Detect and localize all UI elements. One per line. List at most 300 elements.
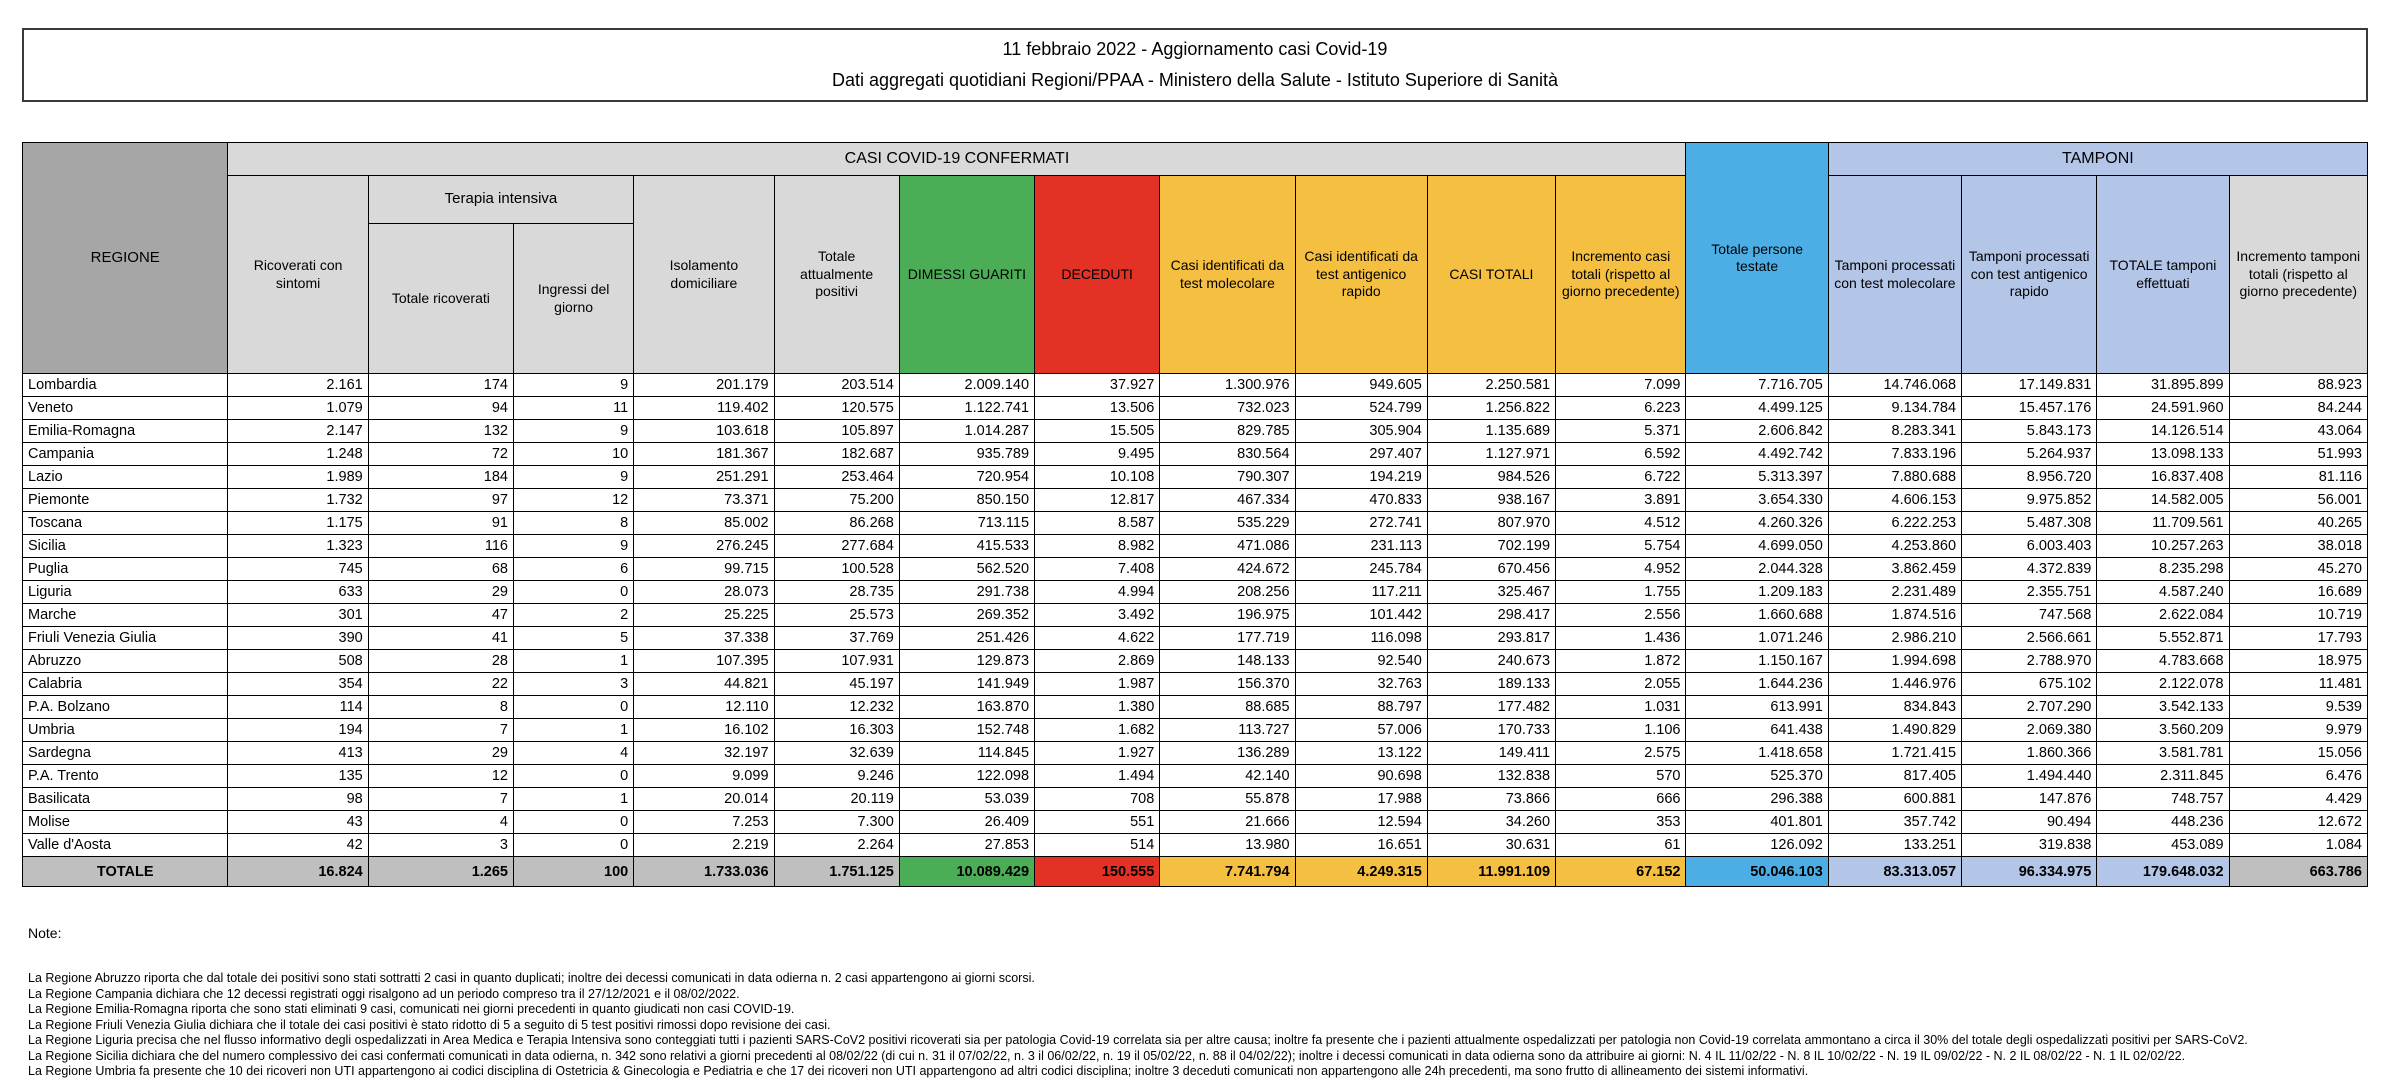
value-cell: 116.098 <box>1295 627 1427 650</box>
value-cell: 720.954 <box>899 466 1034 489</box>
value-cell: 251.426 <box>899 627 1034 650</box>
value-cell: 1.084 <box>2229 834 2367 857</box>
value-cell: 11.709.561 <box>2097 512 2229 535</box>
value-cell: 633 <box>228 581 368 604</box>
value-cell: 196.975 <box>1160 604 1295 627</box>
value-cell: 2.161 <box>228 374 368 397</box>
value-cell: 1.122.741 <box>899 397 1034 420</box>
total-value-cell: 83.313.057 <box>1828 857 1961 887</box>
value-cell: 850.150 <box>899 489 1034 512</box>
col-header-totale-tamponi: TOTALE tamponi effettuati <box>2097 176 2229 374</box>
value-cell: 357.742 <box>1828 811 1961 834</box>
value-cell: 4.699.050 <box>1686 535 1828 558</box>
value-cell: 32.639 <box>774 742 899 765</box>
value-cell: 10.719 <box>2229 604 2367 627</box>
note-line: La Regione Friuli Venezia Giulia dichiara che il totale dei casi positivi è stato ridotto di 5 a seguito di 5 test positivi rimossi dopo revisione dei casi. <box>28 1017 831 1032</box>
value-cell: 1.490.829 <box>1828 719 1961 742</box>
value-cell: 1.256.822 <box>1427 397 1555 420</box>
value-cell: 9 <box>514 466 634 489</box>
value-cell: 2.055 <box>1556 673 1686 696</box>
value-cell: 149.411 <box>1427 742 1555 765</box>
value-cell: 10.108 <box>1035 466 1160 489</box>
value-cell: 9.979 <box>2229 719 2367 742</box>
table-row <box>23 742 2368 765</box>
value-cell: 1.987 <box>1035 673 1160 696</box>
table-row <box>23 834 2368 857</box>
value-cell: 92.540 <box>1295 650 1427 673</box>
value-cell: 122.098 <box>899 765 1034 788</box>
report-title <box>22 28 2368 102</box>
value-cell: 9.975.852 <box>1962 489 2097 512</box>
value-cell: 1 <box>514 788 634 811</box>
value-cell: 30.631 <box>1427 834 1555 857</box>
table-row <box>23 581 2368 604</box>
report-title-line1: 11 febbraio 2022 - Aggiornamento casi Covid-19 <box>1002 39 1388 60</box>
value-cell: 73.371 <box>634 489 774 512</box>
value-cell: 251.291 <box>634 466 774 489</box>
value-cell: 7 <box>368 719 513 742</box>
value-cell: 641.438 <box>1686 719 1828 742</box>
table-row <box>23 788 2368 811</box>
value-cell: 949.605 <box>1295 374 1427 397</box>
value-cell: 2.788.970 <box>1962 650 2097 673</box>
value-cell: 81.116 <box>2229 466 2367 489</box>
note-line: La Regione Campania dichiara che 12 decessi registrati oggi risalgono ad un periodo compreso tra il 27/12/2021 e il 08/02/2022. <box>28 986 740 1001</box>
report-title-line2: Dati aggregati quotidiani Regioni/PPAA - Ministero della Salute - Istituto Superiore di Sanità <box>831 69 1559 90</box>
value-cell: 2.622.084 <box>2097 604 2229 627</box>
value-cell: 26.409 <box>899 811 1034 834</box>
value-cell: 14.582.005 <box>2097 489 2229 512</box>
value-cell: 1.436 <box>1556 627 1686 650</box>
value-cell: 1.323 <box>228 535 368 558</box>
value-cell: 12 <box>368 765 513 788</box>
value-cell: 8 <box>368 696 513 719</box>
col-header-totale-attualmente-positivi: Totale attualmente positivi <box>774 176 899 374</box>
value-cell: 25.573 <box>774 604 899 627</box>
value-cell: 4.994 <box>1035 581 1160 604</box>
value-cell: 182.687 <box>774 443 899 466</box>
value-cell: 353 <box>1556 811 1686 834</box>
value-cell: 126.092 <box>1686 834 1828 857</box>
value-cell: 51.993 <box>2229 443 2367 466</box>
value-cell: 4.429 <box>2229 788 2367 811</box>
table-row <box>23 443 2368 466</box>
value-cell: 11 <box>514 397 634 420</box>
value-cell: 129.873 <box>899 650 1034 673</box>
value-cell: 269.352 <box>899 604 1034 627</box>
value-cell: 4.512 <box>1556 512 1686 535</box>
value-cell: 53.039 <box>899 788 1034 811</box>
value-cell: 90.494 <box>1962 811 2097 834</box>
region-name-cell: P.A. Trento <box>23 765 228 788</box>
value-cell: 72 <box>368 443 513 466</box>
value-cell: 17.149.831 <box>1962 374 2097 397</box>
note-line: La Regione Sicilia dichiara che del numero complessivo dei casi confermati comunicati in data odierna, n. 342 sono relativi a giorni precedenti al 08/02/22 (di cui n. 31 il 07/02/22, n. 3 il 06/02/22, n. 19 il 05/02/22, n. 88 il 04/02/22); inoltre i decessi comunicati in data odierna sono da attribuire ai giorni: N. 4 IL 11/02/22 - N. 8 IL 10/02/22 - N. 19 IL 09/02/22 - N. 2 IL 08/02/22 - N. 1 IL 02/02/22. <box>28 1048 2186 1063</box>
value-cell: 32.763 <box>1295 673 1427 696</box>
value-cell: 5.313.397 <box>1686 466 1828 489</box>
value-cell: 453.089 <box>2097 834 2229 857</box>
value-cell: 1.071.246 <box>1686 627 1828 650</box>
value-cell: 7.880.688 <box>1828 466 1961 489</box>
value-cell: 3.654.330 <box>1686 489 1828 512</box>
value-cell: 4 <box>368 811 513 834</box>
value-cell: 1.418.658 <box>1686 742 1828 765</box>
col-header-deceduti: DECEDUTI <box>1035 176 1160 374</box>
value-cell: 525.370 <box>1686 765 1828 788</box>
note-line: La Regione Liguria precisa che nel flusso informativo degli ospedalizzati in Area Medica e Terapia Intensiva sono conteggiati tutti i pazienti SARS-CoV2 positivi ricoverati sia per patologia Covid-19 correlata sia per altre causa; inoltre fa presente che i pazienti attualmente ospedalizzati per patologia non Covid-19 correlata ammontano a circa il 30% del totale degli ospedalizzati positivi per SARS-CoV2. <box>28 1033 2248 1047</box>
value-cell: 13.980 <box>1160 834 1295 857</box>
value-cell: 748.757 <box>2097 788 2229 811</box>
value-cell: 17.793 <box>2229 627 2367 650</box>
col-header-regione: REGIONE <box>23 143 228 374</box>
value-cell: 101.442 <box>1295 604 1427 627</box>
table-row <box>23 765 2368 788</box>
region-name-cell: Basilicata <box>23 788 228 811</box>
total-value-cell: 50.046.103 <box>1686 857 1828 887</box>
total-value-cell: 11.991.109 <box>1427 857 1555 887</box>
value-cell: 732.023 <box>1160 397 1295 420</box>
value-cell: 9.246 <box>774 765 899 788</box>
table-header <box>23 143 2368 374</box>
value-cell: 13.506 <box>1035 397 1160 420</box>
total-value-cell: 1.733.036 <box>634 857 774 887</box>
value-cell: 42 <box>228 834 368 857</box>
value-cell: 10.257.263 <box>2097 535 2229 558</box>
value-cell: 85.002 <box>634 512 774 535</box>
value-cell: 120.575 <box>774 397 899 420</box>
value-cell: 7.833.196 <box>1828 443 1961 466</box>
table-row <box>23 558 2368 581</box>
value-cell: 2.566.661 <box>1962 627 2097 650</box>
region-name-cell: Lombardia <box>23 374 228 397</box>
value-cell: 354 <box>228 673 368 696</box>
value-cell: 470.833 <box>1295 489 1427 512</box>
value-cell: 6.223 <box>1556 397 1686 420</box>
value-cell: 177.719 <box>1160 627 1295 650</box>
note-line: La Regione Umbria fa presente che 10 dei ricoveri non UTI appartengono ai codici disciplina di Ostetricia & Ginecologia e Pediatria e che 17 dei ricoveri non UTI appartengono ad altri codici disciplina; inoltre 3 deceduti comunicati non appartengono alle 24h precedenti, ma sono frutto di allineamento dei sistemi informativi. <box>28 1064 1809 1078</box>
value-cell: 0 <box>514 811 634 834</box>
col-header-casi-test-molecolare: Casi identificati da test molecolare <box>1160 176 1295 374</box>
notes-section <box>28 925 2368 1080</box>
band-header-casi-confermati: CASI COVID-19 CONFERMATI <box>228 143 1686 176</box>
value-cell: 325.467 <box>1427 581 1555 604</box>
value-cell: 1.300.976 <box>1160 374 1295 397</box>
table-row <box>23 719 2368 742</box>
value-cell: 189.133 <box>1427 673 1555 696</box>
value-cell: 9.539 <box>2229 696 2367 719</box>
value-cell: 9 <box>514 535 634 558</box>
value-cell: 47 <box>368 604 513 627</box>
value-cell: 4.372.839 <box>1962 558 2097 581</box>
value-cell: 713.115 <box>899 512 1034 535</box>
value-cell: 20.014 <box>634 788 774 811</box>
value-cell: 4.587.240 <box>2097 581 2229 604</box>
value-cell: 9.099 <box>634 765 774 788</box>
value-cell: 830.564 <box>1160 443 1295 466</box>
value-cell: 201.179 <box>634 374 774 397</box>
value-cell: 12.110 <box>634 696 774 719</box>
value-cell: 2.311.845 <box>2097 765 2229 788</box>
value-cell: 14.746.068 <box>1828 374 1961 397</box>
value-cell: 152.748 <box>899 719 1034 742</box>
value-cell: 4.253.860 <box>1828 535 1961 558</box>
value-cell: 16.303 <box>774 719 899 742</box>
value-cell: 2.231.489 <box>1828 581 1961 604</box>
value-cell: 28.073 <box>634 581 774 604</box>
value-cell: 5.487.308 <box>1962 512 2097 535</box>
value-cell: 747.568 <box>1962 604 2097 627</box>
value-cell: 3.581.781 <box>2097 742 2229 765</box>
value-cell: 834.843 <box>1828 696 1961 719</box>
value-cell: 114 <box>228 696 368 719</box>
value-cell: 4.952 <box>1556 558 1686 581</box>
value-cell: 103.618 <box>634 420 774 443</box>
value-cell: 7.099 <box>1556 374 1686 397</box>
region-name-cell: Molise <box>23 811 228 834</box>
value-cell: 2.009.140 <box>899 374 1034 397</box>
note-line: La Regione Abruzzo riporta che dal totale dei positivi sono stati sottratti 2 casi in quanto duplicati; inoltre dei decessi comunicati in data odierna n. 2 casi appartengono ai giorni scorsi. <box>28 971 1035 985</box>
table-row <box>23 604 2368 627</box>
value-cell: 57.006 <box>1295 719 1427 742</box>
value-cell: 562.520 <box>899 558 1034 581</box>
value-cell: 6.222.253 <box>1828 512 1961 535</box>
value-cell: 25.225 <box>634 604 774 627</box>
value-cell: 938.167 <box>1427 489 1555 512</box>
value-cell: 147.876 <box>1962 788 2097 811</box>
value-cell: 194 <box>228 719 368 742</box>
value-cell: 13.122 <box>1295 742 1427 765</box>
col-header-ricoverati-con-sintomi: Ricoverati con sintomi <box>228 176 368 374</box>
col-header-incremento-tamponi: Incremento tamponi totali (rispetto al giorno precedente) <box>2229 176 2367 374</box>
value-cell: 148.133 <box>1160 650 1295 673</box>
value-cell: 12.817 <box>1035 489 1160 512</box>
value-cell: 107.931 <box>774 650 899 673</box>
value-cell: 5.754 <box>1556 535 1686 558</box>
value-cell: 98 <box>228 788 368 811</box>
value-cell: 37.338 <box>634 627 774 650</box>
value-cell: 8.235.298 <box>2097 558 2229 581</box>
total-value-cell: 96.334.975 <box>1962 857 2097 887</box>
value-cell: 73.866 <box>1427 788 1555 811</box>
value-cell: 413 <box>228 742 368 765</box>
value-cell: 117.211 <box>1295 581 1427 604</box>
region-name-cell: Friuli Venezia Giulia <box>23 627 228 650</box>
total-value-cell: 7.741.794 <box>1160 857 1295 887</box>
value-cell: 8.587 <box>1035 512 1160 535</box>
value-cell: 141.949 <box>899 673 1034 696</box>
value-cell: 16.102 <box>634 719 774 742</box>
value-cell: 467.334 <box>1160 489 1295 512</box>
value-cell: 16.837.408 <box>2097 466 2229 489</box>
value-cell: 44.821 <box>634 673 774 696</box>
value-cell: 1.872 <box>1556 650 1686 673</box>
value-cell: 3 <box>368 834 513 857</box>
value-cell: 708 <box>1035 788 1160 811</box>
col-header-tamponi-molecolare: Tamponi processati con test molecolare <box>1828 176 1961 374</box>
value-cell: 1.860.366 <box>1962 742 2097 765</box>
region-name-cell: Lazio <box>23 466 228 489</box>
value-cell: 3.891 <box>1556 489 1686 512</box>
region-name-cell: Puglia <box>23 558 228 581</box>
value-cell: 2.869 <box>1035 650 1160 673</box>
value-cell: 702.199 <box>1427 535 1555 558</box>
value-cell: 13.098.133 <box>2097 443 2229 466</box>
value-cell: 935.789 <box>899 443 1034 466</box>
total-value-cell: 1.265 <box>368 857 513 887</box>
value-cell: 34.260 <box>1427 811 1555 834</box>
value-cell: 174 <box>368 374 513 397</box>
value-cell: 1.135.689 <box>1427 420 1555 443</box>
value-cell: 20.119 <box>774 788 899 811</box>
total-value-cell: 10.089.429 <box>899 857 1034 887</box>
value-cell: 43.064 <box>2229 420 2367 443</box>
value-cell: 790.307 <box>1160 466 1295 489</box>
value-cell: 3.492 <box>1035 604 1160 627</box>
table-row <box>23 627 2368 650</box>
value-cell: 40.265 <box>2229 512 2367 535</box>
value-cell: 38.018 <box>2229 535 2367 558</box>
value-cell: 68 <box>368 558 513 581</box>
value-cell: 272.741 <box>1295 512 1427 535</box>
value-cell: 97 <box>368 489 513 512</box>
region-name-cell: Abruzzo <box>23 650 228 673</box>
value-cell: 9.134.784 <box>1828 397 1961 420</box>
value-cell: 2.122.078 <box>2097 673 2229 696</box>
value-cell: 1.127.971 <box>1427 443 1555 466</box>
value-cell: 113.727 <box>1160 719 1295 742</box>
value-cell: 1.927 <box>1035 742 1160 765</box>
value-cell: 4.492.742 <box>1686 443 1828 466</box>
value-cell: 4.260.326 <box>1686 512 1828 535</box>
value-cell: 37.769 <box>774 627 899 650</box>
value-cell: 100.528 <box>774 558 899 581</box>
value-cell: 807.970 <box>1427 512 1555 535</box>
value-cell: 298.417 <box>1427 604 1555 627</box>
value-cell: 208.256 <box>1160 581 1295 604</box>
note-line: La Regione Emilia-Romagna riporta che sono stati eliminati 9 casi, comunicati nei giorni precedenti in quanto giudicati non casi COVID-19. <box>28 1002 795 1016</box>
value-cell: 116 <box>368 535 513 558</box>
value-cell: 6.476 <box>2229 765 2367 788</box>
table-row <box>23 673 2368 696</box>
value-cell: 1.755 <box>1556 581 1686 604</box>
value-cell: 471.086 <box>1160 535 1295 558</box>
value-cell: 88.685 <box>1160 696 1295 719</box>
table-row <box>23 420 2368 443</box>
total-value-cell: 16.824 <box>228 857 368 887</box>
value-cell: 12.672 <box>2229 811 2367 834</box>
value-cell: 277.684 <box>774 535 899 558</box>
region-name-cell: Liguria <box>23 581 228 604</box>
value-cell: 61 <box>1556 834 1686 857</box>
value-cell: 132 <box>368 420 513 443</box>
value-cell: 2.147 <box>228 420 368 443</box>
table-row <box>23 489 2368 512</box>
value-cell: 2 <box>514 604 634 627</box>
value-cell: 22 <box>368 673 513 696</box>
value-cell: 1 <box>514 650 634 673</box>
col-header-casi-totali: CASI TOTALI <box>1427 176 1555 374</box>
value-cell: 1.175 <box>228 512 368 535</box>
value-cell: 0 <box>514 581 634 604</box>
table-row <box>23 397 2368 420</box>
value-cell: 1.079 <box>228 397 368 420</box>
table-body <box>23 374 2368 887</box>
value-cell: 91 <box>368 512 513 535</box>
table-row <box>23 811 2368 834</box>
col-header-dimessi-guariti: DIMESSI GUARITI <box>899 176 1034 374</box>
value-cell: 296.388 <box>1686 788 1828 811</box>
value-cell: 7.716.705 <box>1686 374 1828 397</box>
value-cell: 1.994.698 <box>1828 650 1961 673</box>
value-cell: 88.923 <box>2229 374 2367 397</box>
value-cell: 21.666 <box>1160 811 1295 834</box>
value-cell: 2.355.751 <box>1962 581 2097 604</box>
value-cell: 240.673 <box>1427 650 1555 673</box>
value-cell: 1.014.287 <box>899 420 1034 443</box>
value-cell: 4.783.668 <box>2097 650 2229 673</box>
band-header-tamponi: TAMPONI <box>1828 143 2367 176</box>
value-cell: 1.380 <box>1035 696 1160 719</box>
region-name-cell: Sicilia <box>23 535 228 558</box>
value-cell: 5.552.871 <box>2097 627 2229 650</box>
value-cell: 37.927 <box>1035 374 1160 397</box>
value-cell: 600.881 <box>1828 788 1961 811</box>
value-cell: 2.044.328 <box>1686 558 1828 581</box>
value-cell: 3.560.209 <box>2097 719 2229 742</box>
value-cell: 1.031 <box>1556 696 1686 719</box>
value-cell: 7.408 <box>1035 558 1160 581</box>
total-value-cell: 150.555 <box>1035 857 1160 887</box>
covid-data-table <box>22 142 2368 887</box>
value-cell: 253.464 <box>774 466 899 489</box>
col-header-tamponi-antigenico: Tamponi processati con test antigenico rapido <box>1962 176 2097 374</box>
value-cell: 1.682 <box>1035 719 1160 742</box>
value-cell: 319.838 <box>1962 834 2097 857</box>
value-cell: 177.482 <box>1427 696 1555 719</box>
value-cell: 231.113 <box>1295 535 1427 558</box>
value-cell: 0 <box>514 765 634 788</box>
value-cell: 16.651 <box>1295 834 1427 857</box>
value-cell: 291.738 <box>899 581 1034 604</box>
value-cell: 84.244 <box>2229 397 2367 420</box>
value-cell: 1.989 <box>228 466 368 489</box>
region-name-cell: Veneto <box>23 397 228 420</box>
col-header-isolamento-domiciliare: Isolamento domiciliare <box>634 176 774 374</box>
value-cell: 16.689 <box>2229 581 2367 604</box>
value-cell: 613.991 <box>1686 696 1828 719</box>
value-cell: 9 <box>514 420 634 443</box>
value-cell: 305.904 <box>1295 420 1427 443</box>
value-cell: 984.526 <box>1427 466 1555 489</box>
table-row <box>23 696 2368 719</box>
total-label-cell: TOTALE <box>23 857 228 887</box>
value-cell: 7.300 <box>774 811 899 834</box>
value-cell: 6 <box>514 558 634 581</box>
value-cell: 8 <box>514 512 634 535</box>
value-cell: 8.283.341 <box>1828 420 1961 443</box>
value-cell: 2.264 <box>774 834 899 857</box>
region-name-cell: Marche <box>23 604 228 627</box>
value-cell: 1.209.183 <box>1686 581 1828 604</box>
value-cell: 2.219 <box>634 834 774 857</box>
value-cell: 75.200 <box>774 489 899 512</box>
value-cell: 7.253 <box>634 811 774 834</box>
value-cell: 448.236 <box>2097 811 2229 834</box>
value-cell: 2.707.290 <box>1962 696 2097 719</box>
region-name-cell: Calabria <box>23 673 228 696</box>
value-cell: 5.843.173 <box>1962 420 2097 443</box>
total-value-cell: 67.152 <box>1556 857 1686 887</box>
